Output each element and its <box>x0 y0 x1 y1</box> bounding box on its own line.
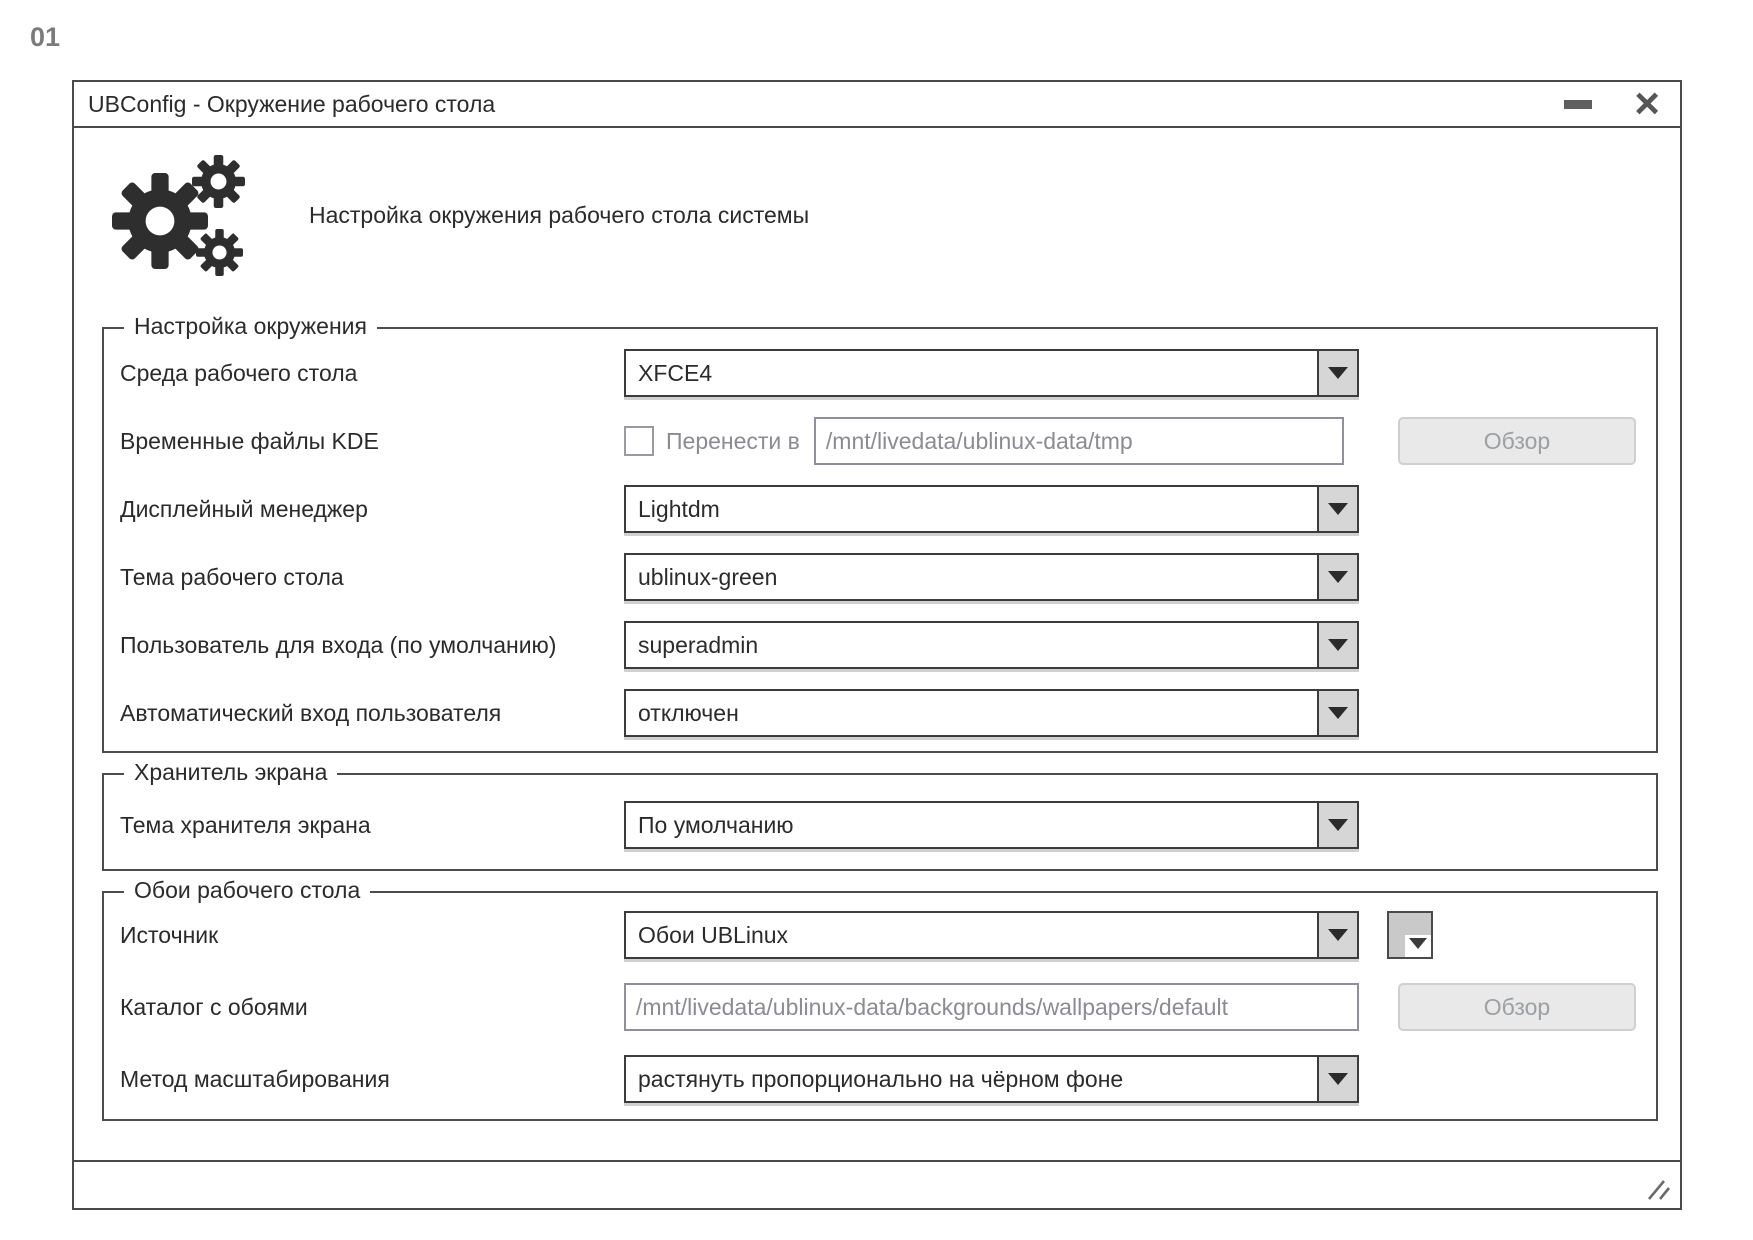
environment-group-legend: Настройка окружения <box>124 313 377 340</box>
kde-temp-files-row <box>120 417 1636 465</box>
environment-group <box>102 313 1658 753</box>
display-manager-row <box>120 485 1636 533</box>
dropdown-arrow-glyph <box>1328 367 1348 379</box>
screensaver-theme-select[interactable] <box>624 801 1359 849</box>
chevron-down-icon[interactable] <box>1317 487 1357 531</box>
chevron-down-icon[interactable] <box>1317 691 1357 735</box>
desktop-environment-row <box>120 349 1636 397</box>
autologin-select[interactable] <box>624 689 1359 737</box>
login-user-select[interactable] <box>624 621 1359 669</box>
desktop-environment-value: XFCE4 <box>638 359 713 386</box>
display-manager-value: Lightdm <box>638 495 720 522</box>
scaling-method-value: растянуть пропорционально на чёрном фоне <box>638 1065 1124 1092</box>
window-title: UBConfig - Окружение рабочего стола <box>88 90 496 117</box>
autologin-value: отключен <box>638 699 739 726</box>
wallpaper-catalog-browse-button[interactable]: Обзор <box>1398 983 1636 1031</box>
chevron-down-icon[interactable] <box>1317 913 1357 957</box>
chevron-down-icon[interactable] <box>1317 803 1357 847</box>
display-manager-select[interactable] <box>624 485 1359 533</box>
resize-grip-icon[interactable] <box>1646 1176 1672 1202</box>
wallpaper-catalog-label: Каталог с обоями <box>120 993 308 1020</box>
desktop-theme-select[interactable] <box>624 553 1359 601</box>
display-manager-label: Дисплейный менеджер <box>120 495 368 522</box>
wallpaper-source-select[interactable] <box>624 911 1359 959</box>
screensaver-theme-value: По умолчанию <box>638 811 794 838</box>
gears-icon <box>112 155 247 277</box>
dropdown-arrow-glyph <box>1328 819 1348 831</box>
wallpaper-source-row <box>120 911 1636 959</box>
screensaver-theme-row <box>120 801 1636 849</box>
login-user-row <box>120 621 1636 669</box>
screensaver-group-legend: Хранитель экрана <box>124 759 337 786</box>
chevron-down-icon <box>1409 938 1427 949</box>
wallpaper-source-value: Обои UBLinux <box>638 921 789 948</box>
kde-temp-files-label: Временные файлы KDE <box>120 427 379 454</box>
wallpaper-source-label: Источник <box>120 921 219 948</box>
scaling-method-label: Метод масштабирования <box>120 1065 390 1092</box>
wallpaper-group <box>102 877 1658 1121</box>
scaling-method-select[interactable] <box>624 1055 1359 1103</box>
screensaver-theme-label: Тема хранителя экрана <box>120 811 371 838</box>
kde-temp-browse-button[interactable]: Обзор <box>1398 417 1636 465</box>
ubconfig-window <box>72 80 1682 1210</box>
dropdown-arrow-glyph <box>1328 571 1348 583</box>
screensaver-group <box>102 759 1658 871</box>
header <box>112 158 1660 273</box>
login-user-label: Пользователь для входа (по умолчанию) <box>120 631 557 658</box>
desktop-environment-select[interactable] <box>624 349 1359 397</box>
minimize-icon[interactable] <box>1564 100 1592 109</box>
statusbar <box>74 1160 1680 1208</box>
scaling-method-row <box>120 1055 1636 1103</box>
dropdown-arrow-glyph <box>1328 929 1348 941</box>
chevron-down-icon[interactable] <box>1317 351 1357 395</box>
titlebar[interactable] <box>74 79 1680 129</box>
picker-notch <box>1405 935 1431 957</box>
desktop-theme-value: ublinux-green <box>638 563 778 590</box>
desktop-theme-label: Тема рабочего стола <box>120 563 344 590</box>
chevron-down-icon[interactable] <box>1317 623 1357 667</box>
wallpaper-catalog-row <box>120 983 1636 1031</box>
chevron-down-icon[interactable] <box>1317 1057 1357 1101</box>
login-user-value: superadmin <box>638 631 759 658</box>
wallpaper-preview-picker-button[interactable] <box>1387 911 1433 959</box>
desktop-theme-row <box>120 553 1636 601</box>
autologin-label: Автоматический вход пользователя <box>120 699 502 726</box>
move-to-checkbox[interactable] <box>624 426 654 456</box>
dropdown-arrow-glyph <box>1328 503 1348 515</box>
dropdown-arrow-glyph <box>1328 1073 1348 1085</box>
wallpaper-catalog-path-input[interactable]: /mnt/livedata/ublinux-data/backgrounds/wallpapers/default <box>624 983 1359 1031</box>
wallpaper-group-legend: Обои рабочего стола <box>124 877 370 904</box>
chevron-down-icon[interactable] <box>1317 555 1357 599</box>
figure-label: 01 <box>30 22 61 52</box>
autologin-row <box>120 689 1636 737</box>
header-description: Настройка окружения рабочего стола системы <box>309 202 810 228</box>
move-to-checkbox-label: Перенести в <box>666 427 800 454</box>
dropdown-arrow-glyph <box>1328 707 1348 719</box>
dropdown-arrow-glyph <box>1328 639 1348 651</box>
close-icon[interactable]: × <box>1634 79 1660 129</box>
desktop-environment-label: Среда рабочего стола <box>120 359 358 386</box>
kde-temp-path-input[interactable]: /mnt/livedata/ublinux-data/tmp <box>814 417 1344 465</box>
